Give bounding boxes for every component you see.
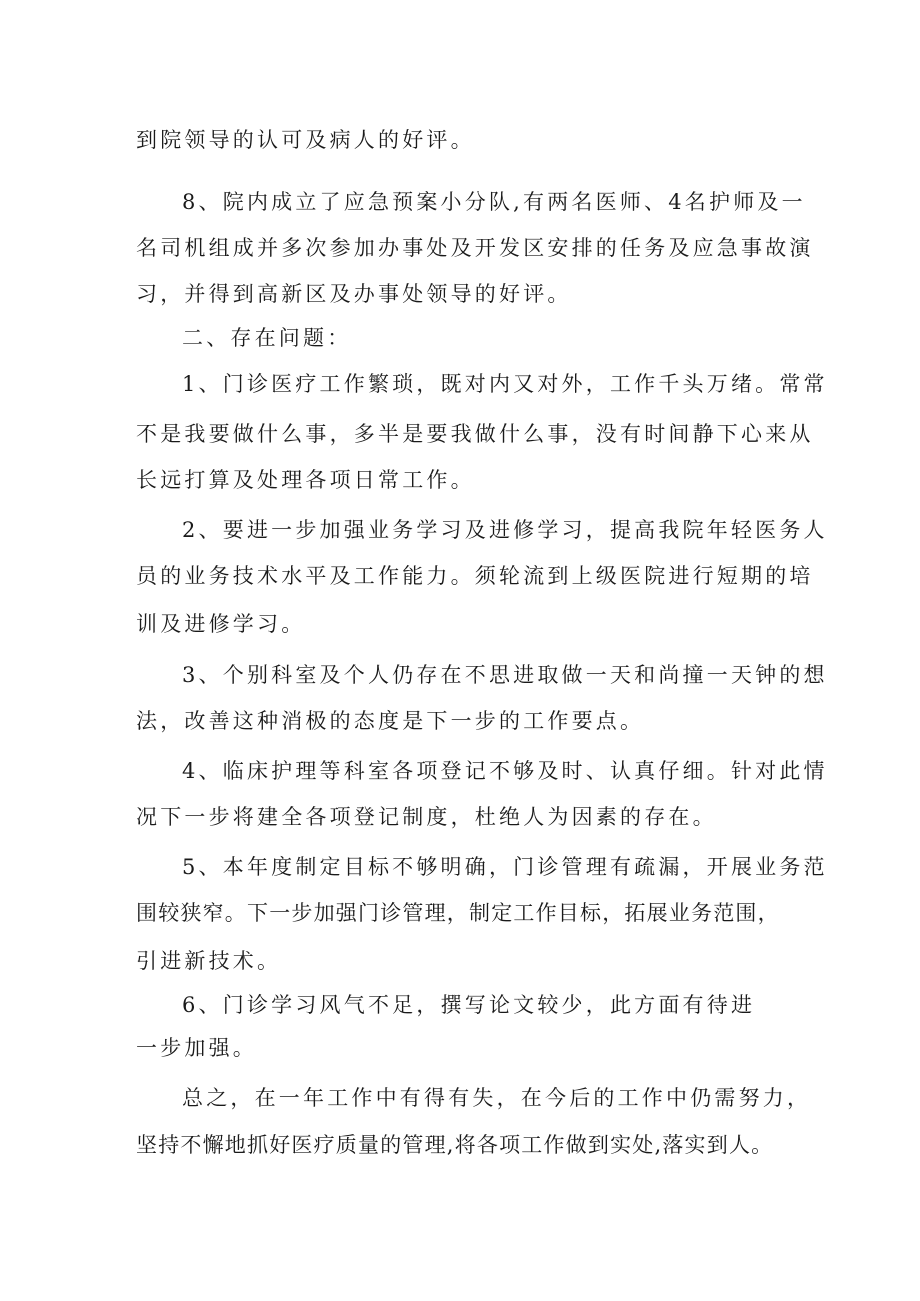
text-line: 4、临床护理等科室各项登记不够及时、认真仔细。针对此情: [182, 759, 828, 783]
text-line: 1、门诊医疗工作繁琐，既对内又对外，工作千头万绪。常常: [182, 372, 828, 396]
text-line: 引进新技术。: [136, 949, 282, 973]
text-line: 长远打算及处理各项日常工作。: [136, 468, 475, 492]
text-line: 员的业务技术水平及工作能力。须轮流到上级医院进行短期的培: [136, 564, 814, 588]
text-line: 坚持不懈地抓好医疗质量的管理,将各项工作做到实处,落实到人。: [136, 1133, 774, 1157]
text-line: 习，并得到高新区及办事处领导的好评。: [136, 282, 572, 306]
text-line: 2、要进一步加强业务学习及进修学习，提高我院年轻医务人: [182, 518, 828, 542]
text-line: 总之，在一年工作中有得有失，在今后的工作中仍需努力，: [182, 1086, 812, 1110]
text-line: 一步加强。: [136, 1036, 257, 1060]
text-line: 法，改善这种消极的态度是下一步的工作要点。: [136, 709, 645, 733]
text-line: 训及进修学习。: [136, 612, 306, 636]
section-heading: 二、存在问题：: [182, 326, 352, 350]
text-line: 8、院内成立了应急预案小分队,有两名医师、4名护师及一: [182, 190, 806, 214]
text-line: 围较狭窄。下一步加强门诊管理，制定工作目标，拓展业务范围，: [136, 901, 780, 925]
text-line: 况下一步将建全各项登记制度，杜绝人为因素的存在。: [136, 805, 717, 829]
text-line: 3、个别科室及个人仍存在不思进取做一天和尚撞一天钟的想: [182, 663, 828, 687]
text-line: 名司机组成并多次参加办事处及开发区安排的任务及应急事故演: [136, 236, 814, 260]
text-line: 不是我要做什么事，多半是要我做什么事，没有时间静下心来从: [136, 422, 814, 446]
text-line: 5、本年度制定目标不够明确，门诊管理有疏漏，开展业务范: [182, 855, 828, 879]
text-line: 6、门诊学习风气不足，撰写论文较少，此方面有待进: [182, 993, 756, 1017]
text-line: 到院领导的认可及病人的好评。: [136, 128, 475, 152]
